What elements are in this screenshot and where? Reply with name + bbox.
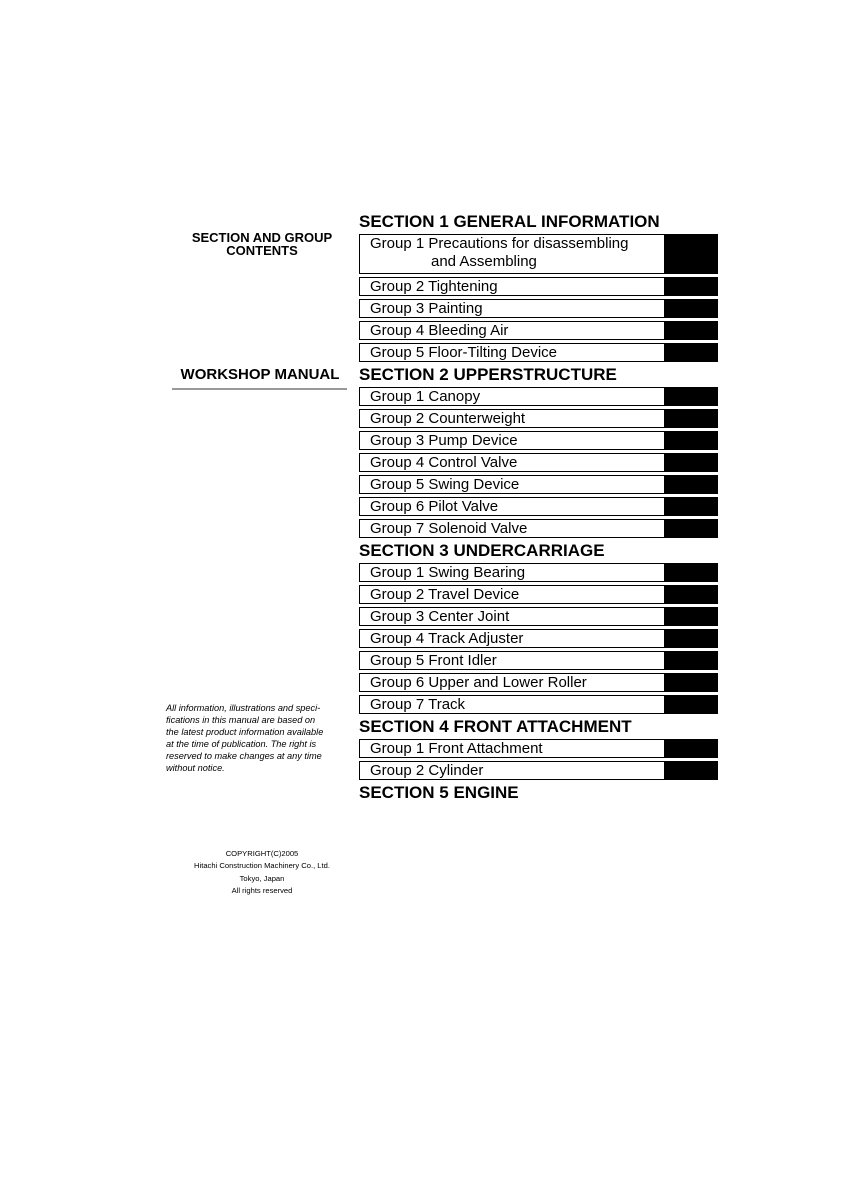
section-tab-marker: [664, 585, 718, 604]
section-tab-marker: [664, 497, 718, 516]
section-tab-marker: [664, 475, 718, 494]
group-label: Group 1 Swing Bearing: [370, 564, 526, 581]
toc-group-row[interactable]: [359, 475, 718, 494]
contents-heading-line: SECTION AND GROUP: [191, 230, 333, 245]
section-tab-marker: [664, 343, 718, 362]
section-tab-marker: [664, 519, 718, 538]
group-label: Group 2 Counterweight: [370, 410, 526, 427]
toc-group-row[interactable]: [359, 299, 718, 318]
group-label: Group 4 Control Valve: [370, 454, 518, 471]
disclaimer-line: the latest product information available: [166, 727, 324, 738]
section-tab-marker: [664, 651, 718, 670]
section-tab-marker: [664, 761, 718, 780]
toc-group-row[interactable]: [359, 453, 718, 472]
section-tab-marker: [664, 299, 718, 318]
section-tab-marker: [664, 629, 718, 648]
disclaimer-line: without notice.: [166, 763, 225, 774]
toc-group-row[interactable]: [359, 277, 718, 296]
group-label: Group 3 Center Joint: [370, 608, 510, 625]
section-title[interactable]: SECTION 1 GENERAL INFORMATION: [359, 212, 660, 231]
group-label: Group 2 Tightening: [370, 278, 498, 295]
disclaimer-line: fications in this manual are based on: [166, 715, 316, 726]
disclaimer-line: All information, illustrations and speci-: [166, 703, 321, 713]
section-tab-marker: [664, 739, 718, 758]
toc-group-row[interactable]: [359, 431, 718, 450]
toc-group-row[interactable]: [359, 234, 718, 274]
toc-group-row[interactable]: [359, 409, 718, 428]
group-label: Group 1 Front Attachment: [370, 740, 543, 757]
manual-title-rule: [172, 388, 347, 390]
group-label: Group 7 Solenoid Valve: [370, 520, 528, 537]
group-label: Group 3 Pump Device: [370, 432, 518, 449]
section-tab-marker: [664, 234, 718, 274]
section-tab-marker: [664, 277, 718, 296]
toc-group-row[interactable]: [359, 387, 718, 406]
toc-group-row[interactable]: [359, 761, 718, 780]
toc-group-row[interactable]: [359, 321, 718, 340]
group-label: [370, 235, 628, 271]
copyright-block: [172, 848, 352, 897]
group-label: Group 4 Bleeding Air: [370, 322, 509, 339]
group-label: Group 3 Painting: [370, 300, 483, 317]
section-2: [359, 365, 721, 538]
toc-group-row[interactable]: [359, 585, 718, 604]
toc-group-row[interactable]: [359, 343, 718, 362]
section-tab-marker: [664, 695, 718, 714]
section-title[interactable]: SECTION 3 UNDERCARRIAGE: [359, 541, 605, 560]
section-tab-marker: [664, 409, 718, 428]
toc-group-row[interactable]: [359, 629, 718, 648]
copyright-line: Tokyo, Japan: [239, 873, 285, 883]
section-3: [359, 541, 721, 714]
section-tab-marker: [664, 563, 718, 582]
group-label: Group 2 Travel Device: [370, 586, 520, 603]
toc-group-row[interactable]: [359, 519, 718, 538]
contents-heading: [172, 231, 352, 257]
group-label-continued: and Assembling: [431, 253, 537, 270]
section-5: [359, 783, 721, 805]
section-tab-marker: [664, 321, 718, 340]
section-title[interactable]: SECTION 2 UPPERSTRUCTURE: [359, 365, 617, 384]
group-label: Group 5 Swing Device: [370, 476, 520, 493]
section-tab-marker: [664, 387, 718, 406]
toc-group-row[interactable]: [359, 739, 718, 758]
group-label-text: Group 1 Precautions for disassembling: [370, 235, 629, 252]
toc-group-row[interactable]: [359, 607, 718, 626]
toc-group-row[interactable]: [359, 497, 718, 516]
group-label: Group 2 Cylinder: [370, 762, 484, 779]
manual-title: WORKSHOP MANUAL: [180, 366, 340, 383]
section-title[interactable]: SECTION 4 FRONT ATTACHMENT: [359, 717, 632, 736]
group-label: Group 5 Front Idler: [370, 652, 497, 669]
copyright-line: COPYRIGHT(C)2005: [225, 849, 299, 858]
group-label: Group 7 Track: [370, 696, 466, 713]
disclaimer: [166, 702, 348, 775]
section-4: [359, 717, 721, 780]
section-tab-marker: [664, 673, 718, 692]
toc-group-row[interactable]: [359, 651, 718, 670]
toc-group-row[interactable]: [359, 695, 718, 714]
section-1: [359, 212, 721, 362]
copyright-line: All rights reserved: [231, 885, 293, 895]
copyright-line: Hitachi Construction Machinery Co., Ltd.: [194, 861, 330, 871]
toc-group-row[interactable]: [359, 563, 718, 582]
group-label: Group 6 Pilot Valve: [370, 498, 499, 515]
disclaimer-line: reserved to make changes at any time: [166, 751, 322, 762]
group-label: Group 1 Canopy: [370, 388, 481, 405]
section-tab-marker: [664, 453, 718, 472]
group-label: Group 6 Upper and Lower Roller: [370, 674, 587, 691]
contents-heading-line: CONTENTS: [226, 243, 298, 258]
toc: [359, 212, 721, 805]
group-label: Group 4 Track Adjuster: [370, 630, 524, 647]
disclaimer-line: at the time of publication. The right is: [166, 739, 317, 750]
section-tab-marker: [664, 431, 718, 450]
section-title[interactable]: SECTION 5 ENGINE: [359, 783, 519, 802]
toc-group-row[interactable]: [359, 673, 718, 692]
group-label: Group 5 Floor-Tilting Device: [370, 344, 558, 361]
section-tab-marker: [664, 607, 718, 626]
